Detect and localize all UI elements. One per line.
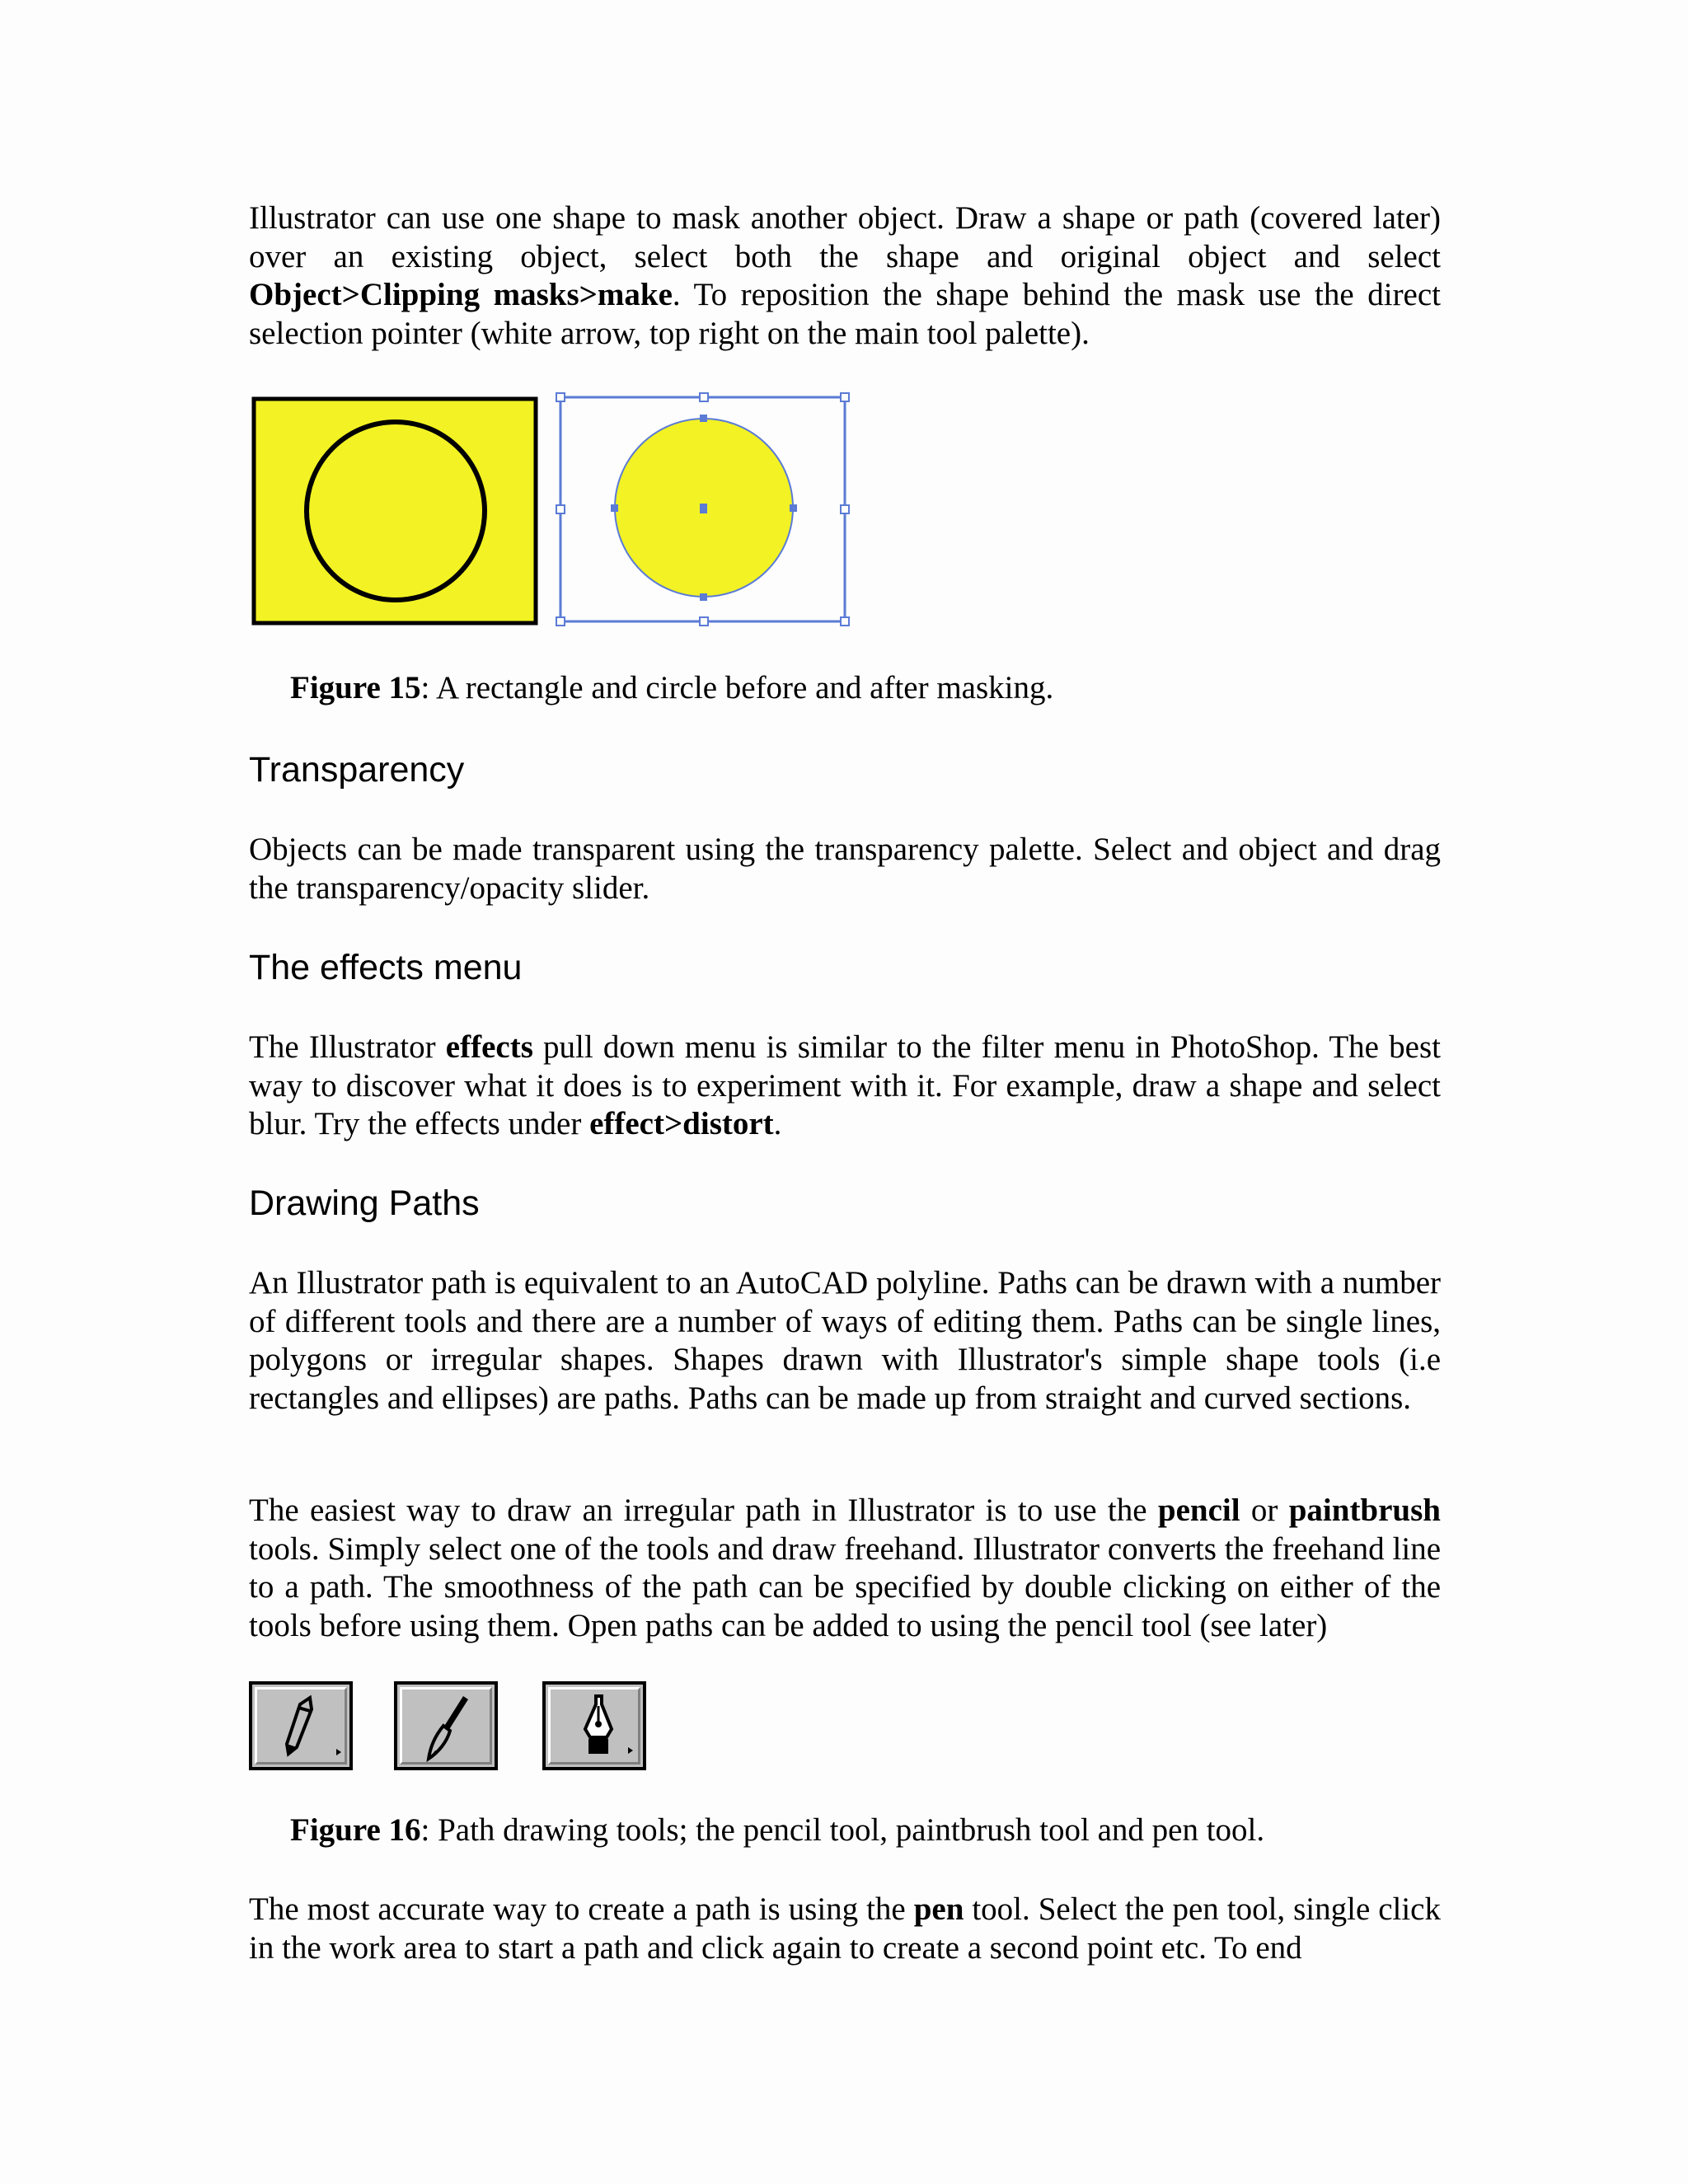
transparency-paragraph: Objects can be made transparent using the transparency palette. Select and object and drag the transparency/opacity slider. bbox=[249, 832, 1441, 906]
paths-p2-text: The easiest way to draw an irregular path in Illustrator is to use the bbox=[249, 1493, 1158, 1528]
figure-15-caption bbox=[290, 669, 1053, 707]
figure-16-label: Figure 16 bbox=[290, 1812, 421, 1848]
pen-paragraph bbox=[249, 1891, 1441, 1967]
pencil-bold: pencil bbox=[1157, 1493, 1240, 1528]
drawing-paths-heading: Drawing Paths bbox=[249, 1183, 480, 1223]
pen-text: The most accurate way to create a path is using the bbox=[249, 1891, 914, 1927]
figure-15-caption-text: : A rectangle and circle before and after masking. bbox=[420, 670, 1054, 705]
paths-p2-text-cont: tools. Simply select one of the tools and draw freehand. Illustrator converts the freehand line to a path. The smoothness of the path can be specified by double clicking on either of the tools before using them. Open paths can be added to using the pencil tool (see later) bbox=[249, 1530, 1441, 1643]
mask-rectangle bbox=[254, 399, 536, 623]
effects-paragraph bbox=[249, 1029, 1441, 1144]
paths-p2-or: or bbox=[1240, 1493, 1289, 1528]
transparency-heading: Transparency bbox=[249, 750, 465, 790]
paintbrush-bold: paintbrush bbox=[1288, 1493, 1441, 1528]
intro-text: Illustrator can use one shape to mask another object. Draw a shape or path (covered later) over an existing object, select both the shape and original object and select bbox=[249, 200, 1441, 274]
effects-distort-bold: effect>distort bbox=[589, 1106, 774, 1141]
paths-paragraph-1: An Illustrator path is equivalent to an AutoCAD polyline. Paths can be drawn with a number of different tools and there are a number of ways of editing them. Paths can be single lines, polygons or irregular shapes. Shapes drawn with Illustrator's simple shape tools (i.e rectangles and ellipses) are paths. Paths can be made up from straight and curved sections. bbox=[249, 1265, 1441, 1416]
intro-text-cont: . To reposition the shape behind the mask use the direct selection pointer (white arrow, top right on the main tool palette). bbox=[249, 277, 1442, 351]
paintbrush-icon bbox=[397, 1685, 501, 1774]
intro-menu-path: Object>Clipping masks>make bbox=[249, 277, 673, 312]
pen-tool-button bbox=[542, 1681, 646, 1770]
paintbrush-tool-button bbox=[394, 1681, 498, 1770]
figure-15-image bbox=[249, 387, 859, 635]
effects-text-end: . bbox=[773, 1106, 782, 1141]
effects-text: The Illustrator bbox=[249, 1029, 446, 1065]
pen-bold: pen bbox=[913, 1891, 964, 1927]
pen-icon bbox=[546, 1685, 649, 1774]
figure-16-caption bbox=[290, 1811, 1264, 1849]
intro-paragraph bbox=[249, 199, 1441, 353]
figure-15-label: Figure 15 bbox=[290, 670, 421, 705]
pencil-tool-button bbox=[249, 1681, 353, 1770]
pencil-icon bbox=[252, 1685, 356, 1774]
paths-paragraph-2 bbox=[249, 1492, 1441, 1645]
pen-text-cont: tool. Select the pen tool, single click in the work area to start a path and click again to create a second point etc. To end bbox=[249, 1891, 1441, 1966]
effects-bold: effects bbox=[445, 1029, 533, 1065]
effects-text-cont: pull down menu is similar to the filter menu in PhotoShop. The best way to discover what it does is to experiment with it. For example, draw a shape and select blur. Try the effects under bbox=[249, 1029, 1441, 1141]
figure-16-caption-text: : Path drawing tools; the pencil tool, paintbrush tool and pen tool. bbox=[420, 1812, 1265, 1848]
effects-heading: The effects menu bbox=[249, 948, 523, 987]
